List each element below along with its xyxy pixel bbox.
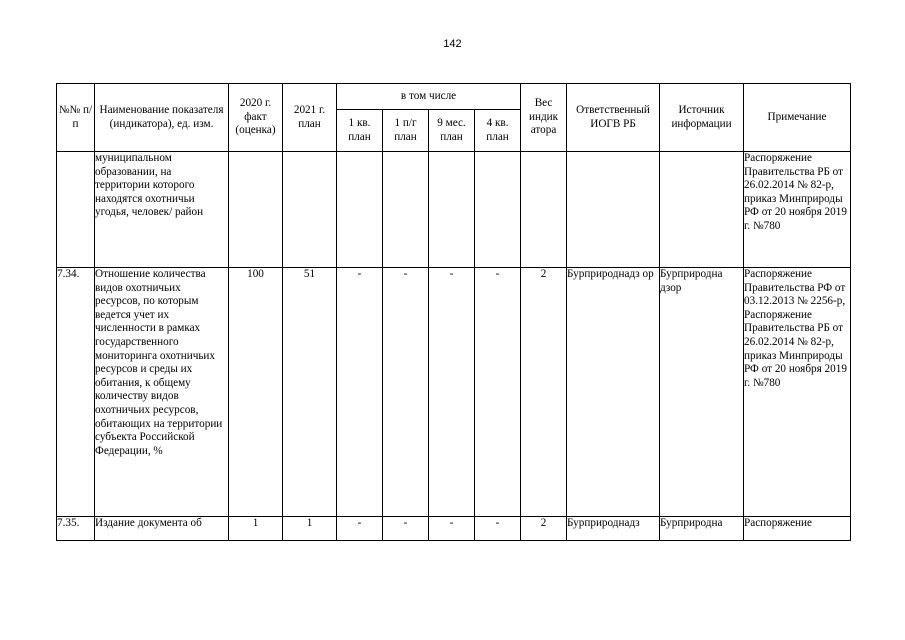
row-responsible — [567, 152, 660, 268]
row-q4 — [475, 152, 521, 268]
row-name: муниципальном образовании, на территории которого находятся охотничьи угодья, человек/ район — [95, 152, 229, 268]
header-name: Наименование показателя (индикатора), ед. изм. — [95, 84, 229, 152]
header-h1: 1 п/г план — [383, 110, 429, 152]
row-q4: - — [475, 517, 521, 541]
row-q1 — [337, 152, 383, 268]
header-m9: 9 мес. план — [429, 110, 475, 152]
header-responsible: Ответственный ИОГВ РБ — [567, 84, 660, 152]
row-responsible: Бурприроднадз — [567, 517, 660, 541]
row-note: Распоряжение — [744, 517, 851, 541]
row-2020: 100 — [229, 268, 283, 517]
row-num: 7.34. — [57, 268, 95, 517]
row-2020: 1 — [229, 517, 283, 541]
row-h1: - — [383, 517, 429, 541]
row-name: Издание документа об — [95, 517, 229, 541]
row-2020 — [229, 152, 283, 268]
row-2021: 51 — [283, 268, 337, 517]
table-header — [57, 84, 851, 152]
row-m9: - — [429, 517, 475, 541]
table-row — [57, 152, 851, 268]
header-group: в том числе — [337, 84, 521, 110]
row-source: Бурприродна — [660, 517, 744, 541]
row-source — [660, 152, 744, 268]
row-note: Распоряжение Правительства РБ от 26.02.2014 № 82-р, приказ Минприроды РФ от 20 ноября 2019 г. №780 — [744, 152, 851, 268]
row-num — [57, 152, 95, 268]
row-note: Распоряжение Правительства РФ от 03.12.2013 № 2256-р, Распоряжение Правительства РБ от 26.02.2014 № 82-р, приказ Минприроды РФ от 20 ноября 2019 г. №780 — [744, 268, 851, 517]
row-weight: 2 — [521, 268, 567, 517]
header-note: Примечание — [744, 84, 851, 152]
row-weight: 2 — [521, 517, 567, 541]
row-q1: - — [337, 517, 383, 541]
row-2021: 1 — [283, 517, 337, 541]
row-h1 — [383, 152, 429, 268]
row-q1: - — [337, 268, 383, 517]
header-q4: 4 кв. план — [475, 110, 521, 152]
header-num: №№ п/п — [57, 84, 95, 152]
row-responsible: Бурприроднадз ор — [567, 268, 660, 517]
row-source: Бурприродна дзор — [660, 268, 744, 517]
row-m9: - — [429, 268, 475, 517]
row-num: 7.35. — [57, 517, 95, 541]
header-q1: 1 кв. план — [337, 110, 383, 152]
row-m9 — [429, 152, 475, 268]
page-number: 142 — [443, 38, 462, 50]
row-h1: - — [383, 268, 429, 517]
table-row — [57, 517, 851, 541]
table-row — [57, 268, 851, 517]
row-q4: - — [475, 268, 521, 517]
header-2021: 2021 г. план — [283, 84, 337, 152]
row-2021 — [283, 152, 337, 268]
row-name: Отношение количества видов охотничьих ресурсов, по которым ведется учет их численности в рамках государственного мониторинга охотничьих ресурсов и среды их обитания, к общему количеству видов охотничьих ресурсов, обитающих на территории субъекта Российской Федерации, % — [95, 268, 229, 517]
indicators-table — [56, 83, 851, 541]
header-source: Источник информации — [660, 84, 744, 152]
row-weight — [521, 152, 567, 268]
header-weight: Вес индик атора — [521, 84, 567, 152]
header-2020: 2020 г. факт (оценка) — [229, 84, 283, 152]
